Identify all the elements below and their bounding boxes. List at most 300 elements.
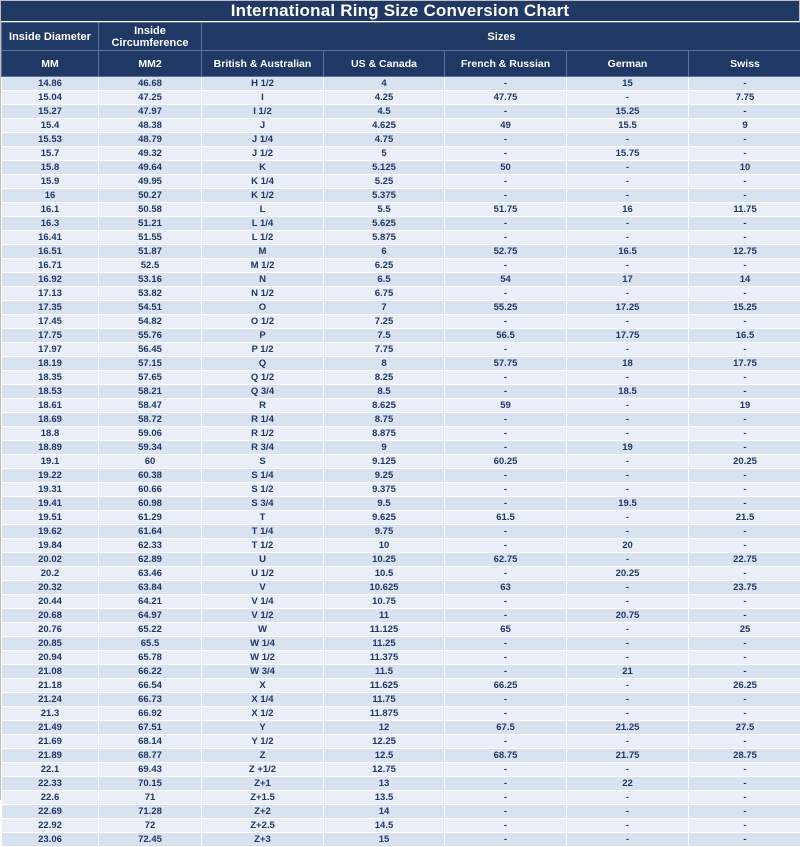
table-cell: 11.625 xyxy=(324,679,445,693)
table-cell: - xyxy=(445,567,567,581)
table-cell: 20.94 xyxy=(2,651,99,665)
table-cell: 65.5 xyxy=(99,637,202,651)
table-cell: 9.625 xyxy=(324,511,445,525)
table-cell: - xyxy=(567,413,689,427)
table-row xyxy=(2,357,800,371)
table-cell: 22.1 xyxy=(2,763,99,777)
table-cell: 15.7 xyxy=(2,147,99,161)
table-cell: I 1/2 xyxy=(202,105,324,119)
table-cell: 22 xyxy=(567,777,689,791)
table-row xyxy=(2,119,800,133)
table-cell: 17.13 xyxy=(2,287,99,301)
table-cell: 46.68 xyxy=(99,77,202,91)
table-cell: X 1/2 xyxy=(202,707,324,721)
table-row xyxy=(2,819,800,833)
table-cell: J 1/4 xyxy=(202,133,324,147)
table-cell: 21.18 xyxy=(2,679,99,693)
header-inside-circumference: Inside Circumference xyxy=(99,23,202,51)
table-cell: 65 xyxy=(445,623,567,637)
table-cell: - xyxy=(689,259,800,273)
table-cell: K 1/2 xyxy=(202,189,324,203)
table-cell: 8.75 xyxy=(324,413,445,427)
table-cell: - xyxy=(445,413,567,427)
table-cell: 63.84 xyxy=(99,581,202,595)
table-cell: 8.875 xyxy=(324,427,445,441)
table-cell: 13 xyxy=(324,777,445,791)
table-cell: - xyxy=(689,525,800,539)
table-cell: - xyxy=(445,483,567,497)
table-cell: 51.87 xyxy=(99,245,202,259)
table-cell: 4.625 xyxy=(324,119,445,133)
table-cell: 15.27 xyxy=(2,105,99,119)
table-cell: 15.25 xyxy=(689,301,800,315)
table-cell: 66.92 xyxy=(99,707,202,721)
table-cell: 59.06 xyxy=(99,427,202,441)
table-row xyxy=(2,763,800,777)
table-cell: 72 xyxy=(99,819,202,833)
table-row xyxy=(2,707,800,721)
table-cell: 18.69 xyxy=(2,413,99,427)
table-cell: V 1/2 xyxy=(202,609,324,623)
table-cell: 15 xyxy=(567,77,689,91)
table-cell: 16.5 xyxy=(689,329,800,343)
table-cell: 20.68 xyxy=(2,609,99,623)
table-cell: - xyxy=(567,315,689,329)
table-cell: 53.16 xyxy=(99,273,202,287)
table-cell: 62.33 xyxy=(99,539,202,553)
table-cell: T xyxy=(202,511,324,525)
table-row xyxy=(2,539,800,553)
table-cell: - xyxy=(567,259,689,273)
table-cell: - xyxy=(689,833,800,847)
table-row xyxy=(2,91,800,105)
table-cell: 60.66 xyxy=(99,483,202,497)
table-cell: X xyxy=(202,679,324,693)
table-cell: - xyxy=(445,525,567,539)
table-cell: 55.25 xyxy=(445,301,567,315)
table-cell: 22.75 xyxy=(689,553,800,567)
table-cell: U 1/2 xyxy=(202,567,324,581)
table-cell: - xyxy=(567,819,689,833)
table-cell: 17.75 xyxy=(2,329,99,343)
header-group-row xyxy=(2,23,800,51)
table-cell: R 1/4 xyxy=(202,413,324,427)
table-row xyxy=(2,805,800,819)
table-row xyxy=(2,525,800,539)
table-cell: 20.2 xyxy=(2,567,99,581)
table-cell: 15.4 xyxy=(2,119,99,133)
table-cell: 9 xyxy=(324,441,445,455)
table-cell: - xyxy=(567,791,689,805)
table-cell: 12 xyxy=(324,721,445,735)
table-cell: 18.19 xyxy=(2,357,99,371)
table-cell: 15.9 xyxy=(2,175,99,189)
table-cell: 8.5 xyxy=(324,385,445,399)
table-cell: - xyxy=(445,287,567,301)
table-cell: 15.5 xyxy=(567,119,689,133)
table-cell: - xyxy=(567,651,689,665)
table-cell: 17.75 xyxy=(689,357,800,371)
table-cell: - xyxy=(445,693,567,707)
table-cell: - xyxy=(445,343,567,357)
table-cell: - xyxy=(689,133,800,147)
table-cell: 20.76 xyxy=(2,623,99,637)
table-cell: 17.97 xyxy=(2,343,99,357)
table-cell: 16.41 xyxy=(2,231,99,245)
table-cell: 4.75 xyxy=(324,133,445,147)
table-cell: P xyxy=(202,329,324,343)
table-cell: - xyxy=(567,483,689,497)
table-cell: 9.75 xyxy=(324,525,445,539)
table-cell: - xyxy=(689,385,800,399)
table-cell: T 1/2 xyxy=(202,539,324,553)
table-cell: 70.15 xyxy=(99,777,202,791)
table-cell: - xyxy=(445,763,567,777)
table-cell: 5.875 xyxy=(324,231,445,245)
table-cell: 8.625 xyxy=(324,399,445,413)
table-cell: Y xyxy=(202,721,324,735)
table-cell: 48.38 xyxy=(99,119,202,133)
table-cell: R 1/2 xyxy=(202,427,324,441)
table-cell: 19.51 xyxy=(2,511,99,525)
table-cell: - xyxy=(567,637,689,651)
table-cell: - xyxy=(567,623,689,637)
table-cell: 20.32 xyxy=(2,581,99,595)
table-cell: 68.77 xyxy=(99,749,202,763)
table-cell: 14 xyxy=(689,273,800,287)
table-cell: 10.25 xyxy=(324,553,445,567)
table-row xyxy=(2,567,800,581)
table-cell: - xyxy=(689,175,800,189)
table-cell: 60.25 xyxy=(445,455,567,469)
table-cell: 18.35 xyxy=(2,371,99,385)
table-row xyxy=(2,189,800,203)
table-cell: S 3/4 xyxy=(202,497,324,511)
table-row xyxy=(2,231,800,245)
table-row xyxy=(2,721,800,735)
table-cell: Q 3/4 xyxy=(202,385,324,399)
table-row xyxy=(2,609,800,623)
table-cell: 47.75 xyxy=(445,91,567,105)
table-cell: - xyxy=(445,105,567,119)
table-cell: 57.75 xyxy=(445,357,567,371)
table-cell: - xyxy=(445,427,567,441)
table-cell: 66.73 xyxy=(99,693,202,707)
table-cell: 11.75 xyxy=(689,203,800,217)
table-cell: 11.75 xyxy=(324,693,445,707)
ring-size-table xyxy=(1,22,800,847)
table-cell: 20.44 xyxy=(2,595,99,609)
table-cell: S xyxy=(202,455,324,469)
column-header-german: German xyxy=(567,51,689,77)
table-cell: 66.54 xyxy=(99,679,202,693)
table-cell: 62.75 xyxy=(445,553,567,567)
table-cell: - xyxy=(689,609,800,623)
table-row xyxy=(2,287,800,301)
table-cell: - xyxy=(445,833,567,847)
table-cell: 21 xyxy=(567,665,689,679)
table-cell: N xyxy=(202,273,324,287)
table-row xyxy=(2,595,800,609)
table-cell: 59 xyxy=(445,399,567,413)
table-cell: - xyxy=(567,287,689,301)
table-cell: 66.25 xyxy=(445,679,567,693)
table-cell: - xyxy=(689,287,800,301)
table-cell: 19.31 xyxy=(2,483,99,497)
table-cell: J xyxy=(202,119,324,133)
table-cell: Z+1.5 xyxy=(202,791,324,805)
table-row xyxy=(2,581,800,595)
table-cell: 25 xyxy=(689,623,800,637)
table-cell: 8 xyxy=(324,357,445,371)
table-cell: 20 xyxy=(567,539,689,553)
table-cell: Z+2 xyxy=(202,805,324,819)
table-row xyxy=(2,693,800,707)
table-cell: 19.5 xyxy=(567,497,689,511)
table-cell: - xyxy=(567,805,689,819)
table-cell: 5.125 xyxy=(324,161,445,175)
table-row xyxy=(2,273,800,287)
table-cell: 19 xyxy=(689,399,800,413)
table-cell: - xyxy=(689,707,800,721)
table-cell: 49.64 xyxy=(99,161,202,175)
table-cell: R xyxy=(202,399,324,413)
table-cell: L 1/4 xyxy=(202,217,324,231)
table-cell: 60.98 xyxy=(99,497,202,511)
table-cell: Y 1/2 xyxy=(202,735,324,749)
column-header-french-russian: French & Russian xyxy=(445,51,567,77)
table-cell: 63 xyxy=(445,581,567,595)
table-row xyxy=(2,133,800,147)
table-cell: - xyxy=(445,497,567,511)
table-cell: - xyxy=(689,427,800,441)
table-cell: 11.5 xyxy=(324,665,445,679)
table-cell: 21.89 xyxy=(2,749,99,763)
table-cell: - xyxy=(689,231,800,245)
table-cell: - xyxy=(445,609,567,623)
table-cell: 69.43 xyxy=(99,763,202,777)
table-cell: 21.5 xyxy=(689,511,800,525)
table-cell: - xyxy=(689,819,800,833)
table-cell: - xyxy=(445,637,567,651)
header-inside-diameter: Inside Diameter xyxy=(2,23,99,51)
table-cell: 28.75 xyxy=(689,749,800,763)
table-cell: - xyxy=(567,735,689,749)
table-row xyxy=(2,371,800,385)
table-row xyxy=(2,399,800,413)
table-cell: 21.25 xyxy=(567,721,689,735)
header-sizes: Sizes xyxy=(202,23,800,51)
table-row xyxy=(2,623,800,637)
table-cell: 17.35 xyxy=(2,301,99,315)
table-row xyxy=(2,511,800,525)
table-cell: - xyxy=(445,665,567,679)
table-cell: 14 xyxy=(324,805,445,819)
table-cell: 19 xyxy=(567,441,689,455)
table-cell: 26.25 xyxy=(689,679,800,693)
table-cell: - xyxy=(567,343,689,357)
table-cell: 12.25 xyxy=(324,735,445,749)
table-cell: 58.72 xyxy=(99,413,202,427)
table-cell: S 1/4 xyxy=(202,469,324,483)
table-cell: 51.75 xyxy=(445,203,567,217)
table-row xyxy=(2,147,800,161)
table-cell: 17.25 xyxy=(567,301,689,315)
table-cell: 72.45 xyxy=(99,833,202,847)
table-row xyxy=(2,203,800,217)
table-cell: - xyxy=(689,763,800,777)
table-cell: 10.5 xyxy=(324,567,445,581)
table-cell: 16.51 xyxy=(2,245,99,259)
table-cell: - xyxy=(445,805,567,819)
table-row xyxy=(2,175,800,189)
table-cell: - xyxy=(567,553,689,567)
table-cell: 16.71 xyxy=(2,259,99,273)
table-cell: 4 xyxy=(324,77,445,91)
table-cell: 17.75 xyxy=(567,329,689,343)
table-cell: 20.75 xyxy=(567,609,689,623)
table-cell: 55.76 xyxy=(99,329,202,343)
table-cell: 57.65 xyxy=(99,371,202,385)
table-row xyxy=(2,217,800,231)
table-cell: 7.5 xyxy=(324,329,445,343)
table-cell: - xyxy=(689,217,800,231)
table-cell: - xyxy=(689,637,800,651)
table-cell: 48.79 xyxy=(99,133,202,147)
table-cell: 10.625 xyxy=(324,581,445,595)
table-cell: 11.375 xyxy=(324,651,445,665)
table-cell: 56.45 xyxy=(99,343,202,357)
table-cell: 5.625 xyxy=(324,217,445,231)
table-cell: 13.5 xyxy=(324,791,445,805)
table-cell: K 1/4 xyxy=(202,175,324,189)
table-row xyxy=(2,665,800,679)
table-cell: 50.58 xyxy=(99,203,202,217)
table-cell: - xyxy=(445,315,567,329)
table-cell: 65.22 xyxy=(99,623,202,637)
table-cell: 12.75 xyxy=(689,245,800,259)
table-cell: 12.75 xyxy=(324,763,445,777)
table-cell: 18.53 xyxy=(2,385,99,399)
table-cell: 21.08 xyxy=(2,665,99,679)
table-cell: 6.25 xyxy=(324,259,445,273)
table-cell: - xyxy=(689,147,800,161)
table-cell: 16.1 xyxy=(2,203,99,217)
table-cell: 54.51 xyxy=(99,301,202,315)
table-cell: 19.41 xyxy=(2,497,99,511)
table-cell: 6.75 xyxy=(324,287,445,301)
table-cell: - xyxy=(689,693,800,707)
table-cell: 10 xyxy=(689,161,800,175)
table-cell: 14.5 xyxy=(324,819,445,833)
table-cell: U xyxy=(202,553,324,567)
table-cell: - xyxy=(567,427,689,441)
table-cell: 17.45 xyxy=(2,315,99,329)
column-header-british-australian: British & Australian xyxy=(202,51,324,77)
table-cell: - xyxy=(689,567,800,581)
table-cell: 68.14 xyxy=(99,735,202,749)
table-cell: - xyxy=(445,469,567,483)
table-cell: 6 xyxy=(324,245,445,259)
table-cell: 16 xyxy=(2,189,99,203)
table-body xyxy=(2,77,800,847)
table-cell: 59.34 xyxy=(99,441,202,455)
table-cell: 6.5 xyxy=(324,273,445,287)
table-cell: 9 xyxy=(689,119,800,133)
table-cell: - xyxy=(567,455,689,469)
table-cell: 61.64 xyxy=(99,525,202,539)
page-title: International Ring Size Conversion Chart xyxy=(1,1,799,22)
table-row xyxy=(2,315,800,329)
table-row xyxy=(2,469,800,483)
table-cell: 9.375 xyxy=(324,483,445,497)
table-cell: S 1/2 xyxy=(202,483,324,497)
table-row xyxy=(2,105,800,119)
table-cell: - xyxy=(445,175,567,189)
table-cell: - xyxy=(445,735,567,749)
table-cell: - xyxy=(689,77,800,91)
table-cell: - xyxy=(689,539,800,553)
table-cell: - xyxy=(689,805,800,819)
column-header-mm: MM xyxy=(2,51,99,77)
table-cell: 4.5 xyxy=(324,105,445,119)
table-cell: J 1/2 xyxy=(202,147,324,161)
table-cell: 11.875 xyxy=(324,707,445,721)
table-cell: 7.25 xyxy=(324,315,445,329)
table-row xyxy=(2,259,800,273)
table-cell: 7.75 xyxy=(689,91,800,105)
table-cell: 9.125 xyxy=(324,455,445,469)
table-cell: - xyxy=(445,777,567,791)
table-cell: V 1/4 xyxy=(202,595,324,609)
table-cell: - xyxy=(567,175,689,189)
table-cell: - xyxy=(689,105,800,119)
table-cell: - xyxy=(567,525,689,539)
table-cell: 68.75 xyxy=(445,749,567,763)
header-column-row xyxy=(2,51,800,77)
table-row xyxy=(2,553,800,567)
table-cell: 47.25 xyxy=(99,91,202,105)
table-cell: - xyxy=(689,777,800,791)
table-cell: 19.1 xyxy=(2,455,99,469)
table-row xyxy=(2,637,800,651)
column-header-swiss: Swiss xyxy=(689,51,800,77)
table-cell: 21.69 xyxy=(2,735,99,749)
table-row xyxy=(2,497,800,511)
table-row xyxy=(2,161,800,175)
table-cell: 52.75 xyxy=(445,245,567,259)
table-cell: 15.25 xyxy=(567,105,689,119)
table-cell: - xyxy=(567,707,689,721)
table-cell: 64.97 xyxy=(99,609,202,623)
table-row xyxy=(2,329,800,343)
table-row xyxy=(2,245,800,259)
table-cell: - xyxy=(567,161,689,175)
table-cell: V xyxy=(202,581,324,595)
table-row xyxy=(2,833,800,847)
table-cell: 61.29 xyxy=(99,511,202,525)
table-cell: 15.75 xyxy=(567,147,689,161)
table-cell: - xyxy=(689,735,800,749)
table-cell: 8.25 xyxy=(324,371,445,385)
table-cell: 56.5 xyxy=(445,329,567,343)
table-cell: W xyxy=(202,623,324,637)
table-cell: - xyxy=(689,413,800,427)
table-cell: 20.25 xyxy=(689,455,800,469)
table-cell: 15.53 xyxy=(2,133,99,147)
table-cell: M xyxy=(202,245,324,259)
table-cell: 57.15 xyxy=(99,357,202,371)
